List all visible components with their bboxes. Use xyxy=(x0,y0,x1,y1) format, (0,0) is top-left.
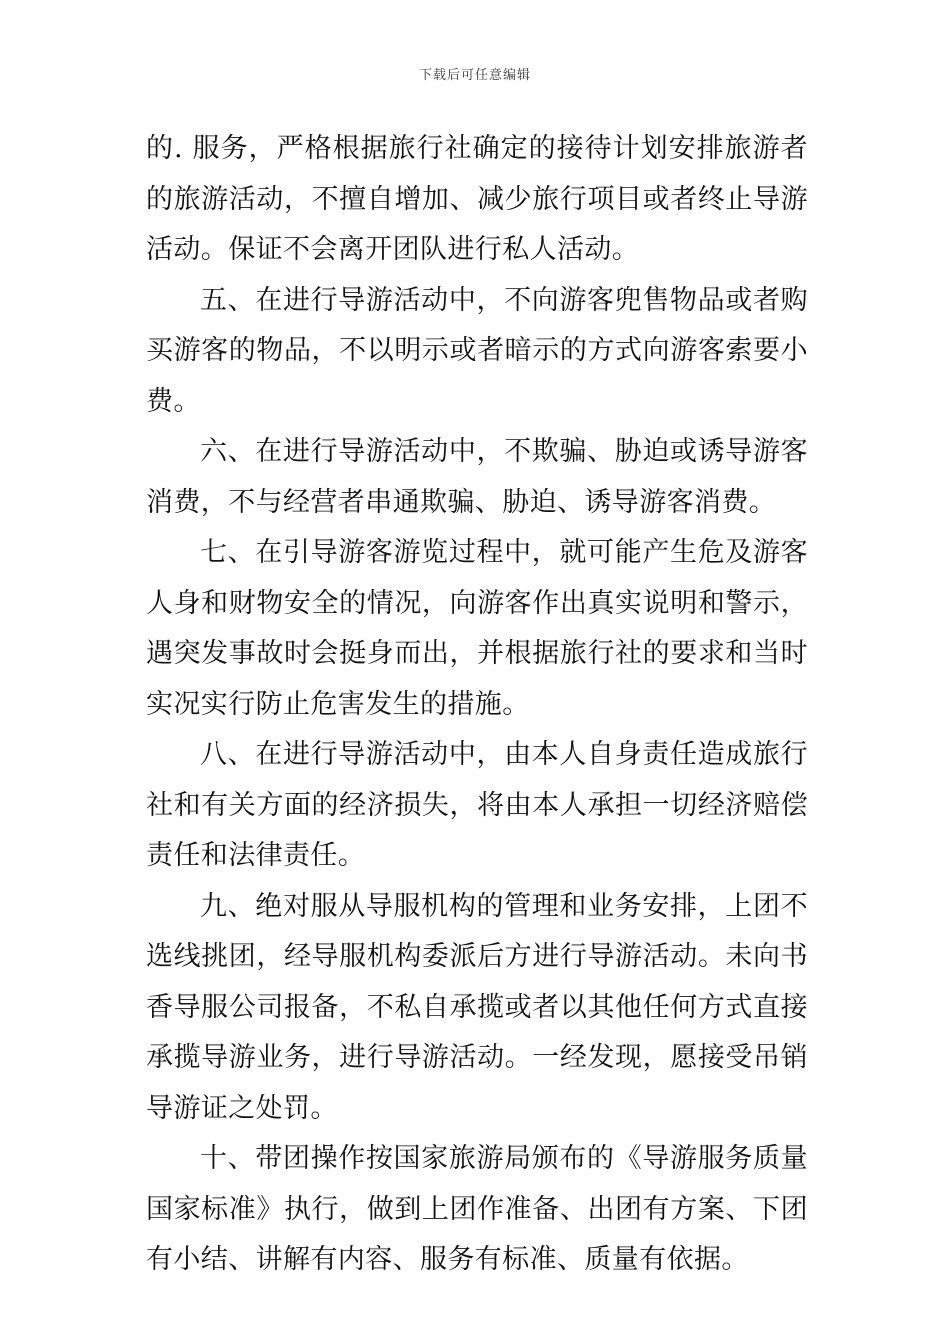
paragraph-item-8: 八、在进行导游活动中，由本人自身责任造成旅行社和有关方面的经济损失，将由本人承担一切经济赔偿责任和法律责任。 xyxy=(146,739,808,871)
paragraph-item-10: 十、带团操作按国家旅游局颁布的《导游服务质量国家标准》执行，做到上团作准备、出团有方案、下团有小结、讲解有内容、服务有标准、质量有依据。 xyxy=(146,1143,808,1275)
paragraph-continuation: 的. 服务，严格根据旅行社确定的接待计划安排旅游者的旅游活动，不擅自增加、减少旅行项目或者终止导游活动。保证不会离开团队进行私人活动。 xyxy=(146,133,808,265)
paragraph-item-6: 六、在进行导游活动中，不欺骗、胁迫或诱导游客消费，不与经营者串通欺骗、胁迫、诱导游客消费。 xyxy=(146,436,808,518)
page-header: 下载后可任意编辑 xyxy=(418,68,531,83)
document-body xyxy=(146,124,808,1286)
paragraph-item-7: 七、在引导游客游览过程中，就可能产生危及游客人身和财物安全的情况，向游客作出真实说明和警示，遇突发事故时会挺身而出，并根据旅行社的要求和当时实况实行防止危害发生的措施。 xyxy=(146,537,808,720)
paragraph-item-5: 五、在进行导游活动中，不向游客兜售物品或者购买游客的物品，不以明示或者暗示的方式向游客索要小费。 xyxy=(146,284,808,417)
paragraph-item-9: 九、绝对服从导服机构的管理和业务安排，上团不选线挑团，经导服机构委派后方进行导游活动。未向书香导服公司报备，不私自承揽或者以其他任何方式直接承揽导游业务，进行导游活动。一经发现，愿接受吊销导游证之处罚。 xyxy=(146,890,808,1124)
